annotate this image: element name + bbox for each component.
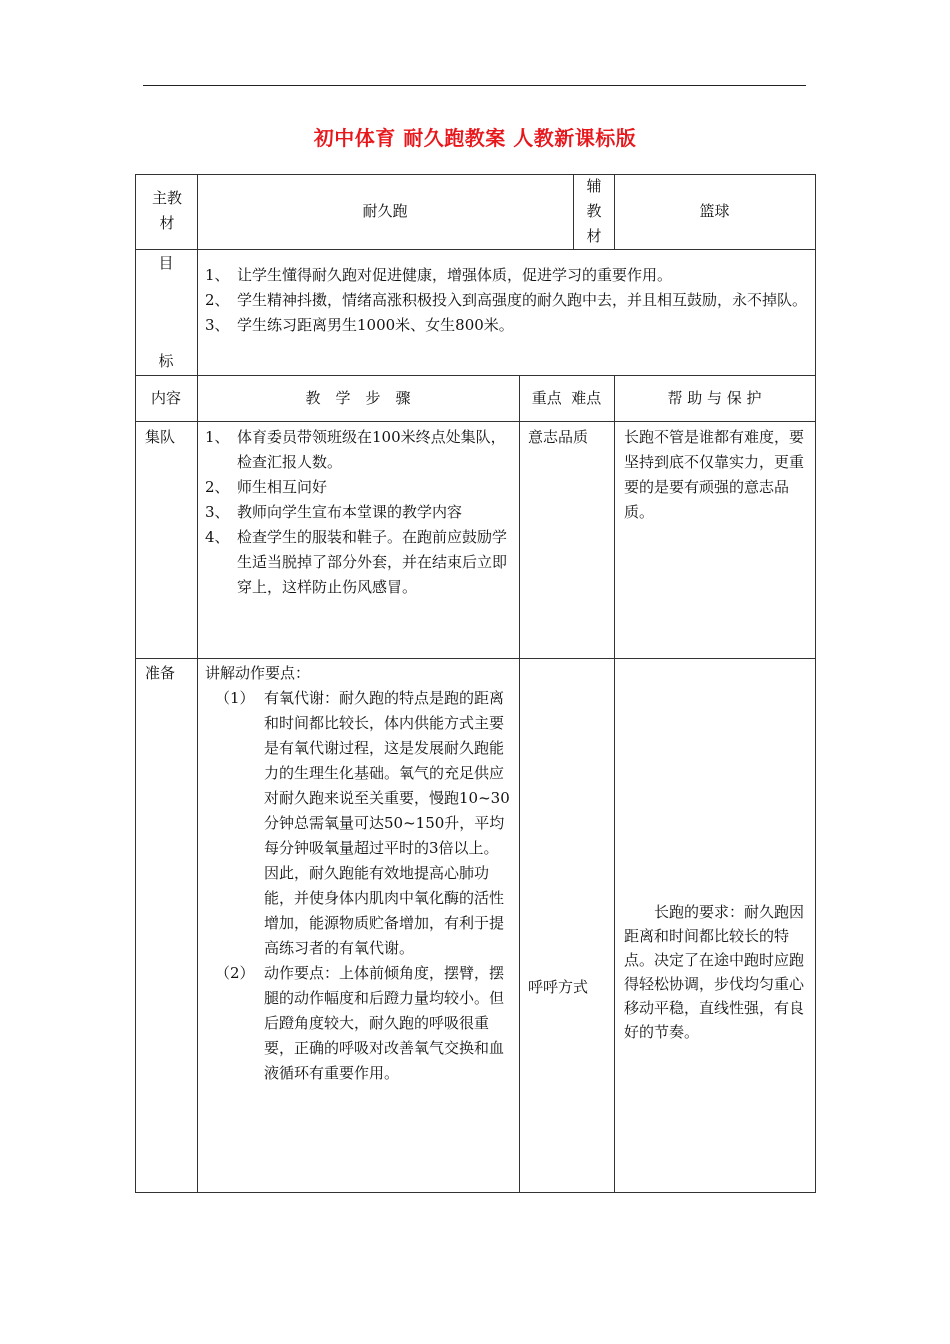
sub-step-text: 有氧代谢：耐久跑的特点是跑的距离和时间都比较长，体内供能方式主要是有氧代谢过程，这是发展耐久跑能力的生理生化基础。氧气的充足供应对耐久跑来说至关重要，慢跑10~30分钟总需氧量可达50~150升，平均每分钟吸氧量超过平时的3倍以上。因此，耐久跑能有效地提高心肺功能，并使身体内肌肉中氧化酶的活性增加，能源物质贮备增加，有利于提高练习者的有氧代谢。 — [264, 689, 510, 957]
warmup-steps — [205, 661, 513, 1086]
warmup-intro: 讲解动作要点： — [205, 664, 311, 682]
col-header-content: 内容 — [150, 389, 181, 407]
sub-step-item: （1） 有氧代谢：耐久跑的特点是跑的距离和时间都比较长，体内供能方式主要是有氧代谢过程，这是发展耐久跑能力的生理生化基础。氧气的充足供应对耐久跑来说至关重要，慢跑10~30分钟总需氧量可达50~150升，平均每分钟吸氧量超过平时的3倍以上。因此，耐久跑能有效地提高心肺功能，并使身体内肌肉中氧化酶的活性增加，能源物质贮备增加，有利于提高练习者的有氧代谢。 — [215, 689, 510, 957]
col-header-steps: 教 学 步 骤 — [305, 389, 411, 407]
warmup-help: 长跑的要求：耐久跑因距离和时间都比较长的特点。决定了在途中跑时应跑得轻松协调，步伐均匀重心移动平稳，直线性强，有良好的节奏。 — [624, 903, 805, 1041]
goal-item: 1、 让学生懂得耐久跑对促进健康，增强体质，促进学习的重要作用。 — [205, 266, 673, 284]
step-text: 检查学生的服装和鞋子。在跑前应鼓励学生适当脱掉了部分外套，并在结束后立即穿上，这样防止伤风感冒。 — [237, 528, 508, 596]
sub-step-text: 动作要点：上体前倾角度，摆臂，摆腿的动作幅度和后蹬力量均较小。但后蹬角度较大，耐久跑的呼吸很重要，正确的呼吸对改善氧气交换和血液循环有重要作用。 — [264, 964, 505, 1082]
table-border-right — [815, 174, 816, 1192]
table-border-row3 — [135, 421, 816, 422]
step-item: 4、 检查学生的服装和鞋子。在跑前应鼓励学生适当脱掉了部分外套，并在结束后立即穿上，这样防止伤风感冒。 — [205, 528, 508, 596]
assembly-steps — [205, 425, 513, 600]
main-material-value: 耐久跑 — [362, 202, 408, 220]
header-rule — [143, 85, 806, 86]
table-border-left — [135, 174, 136, 1192]
table-border-bottom — [135, 1192, 816, 1193]
main-material-label: 主教材 — [151, 189, 182, 232]
table-border-row1 — [135, 249, 816, 250]
goal-item: 2、 学生精神抖擞，情绪高涨积极投入到高强度的耐久跑中去，并且相互鼓励，永不掉队。 — [205, 291, 808, 309]
goals-list — [205, 263, 809, 338]
aux-material-value: 篮球 — [699, 202, 730, 220]
goal-text: 让学生懂得耐久跑对促进健康，增强体质，促进学习的重要作用。 — [237, 266, 673, 284]
step-text: 体育委员带领班级在100米终点处集队，检查汇报人数。 — [237, 428, 506, 471]
assembly-help: 长跑不管是谁都有难度，要坚持到底不仅靠实力，更重要的是要有顽强的意志品质。 — [624, 428, 805, 521]
table-col-divider-2 — [519, 375, 520, 1192]
assembly-key-points: 意志品质 — [528, 428, 589, 446]
step-item: 1、 体育委员带领班级在100米终点处集队，检查汇报人数。 — [205, 428, 506, 471]
goal-text: 学生练习距离男生1000米、女生800米。 — [237, 316, 514, 334]
step-item: 3、 教师向学生宣布本堂课的教学内容 — [205, 503, 463, 521]
goals-label-top: 目 — [158, 254, 174, 272]
goal-item: 3、 学生练习距离男生1000米、女生800米。 — [205, 316, 514, 334]
sub-step-item: （2） 动作要点：上体前倾角度，摆臂，摆腿的动作幅度和后蹬力量均较小。但后蹬角度较大，耐久跑的呼吸很重要，正确的呼吸对改善氧气交换和血液循环有重要作用。 — [215, 964, 505, 1082]
section-label-assembly: 集队 — [145, 428, 176, 446]
table-col-divider-1 — [197, 174, 198, 1192]
table-col-divider-main — [573, 174, 574, 249]
col-header-key-points: 重点 难点 — [531, 389, 602, 407]
col-header-help: 帮 助 与 保 护 — [667, 389, 762, 407]
goals-label-bottom: 标 — [158, 352, 174, 370]
table-border-top — [135, 174, 816, 175]
aux-material-label: 辅教材 — [586, 177, 602, 245]
step-item: 2、 师生相互问好 — [205, 478, 328, 496]
warmup-key-points: 呼呼方式 — [528, 978, 589, 996]
goal-text: 学生精神抖擞，情绪高涨积极投入到高强度的耐久跑中去，并且相互鼓励，永不掉队。 — [237, 291, 808, 309]
section-label-warmup: 准备 — [145, 664, 176, 682]
table-border-row2 — [135, 375, 816, 376]
table-border-row4 — [135, 658, 816, 659]
step-text: 教师向学生宣布本堂课的教学内容 — [237, 503, 463, 521]
table-col-divider-3 — [614, 375, 615, 1192]
document-title: 初中体育 耐久跑教案 人教新课标版 — [313, 126, 637, 150]
step-text: 师生相互问好 — [237, 478, 328, 496]
